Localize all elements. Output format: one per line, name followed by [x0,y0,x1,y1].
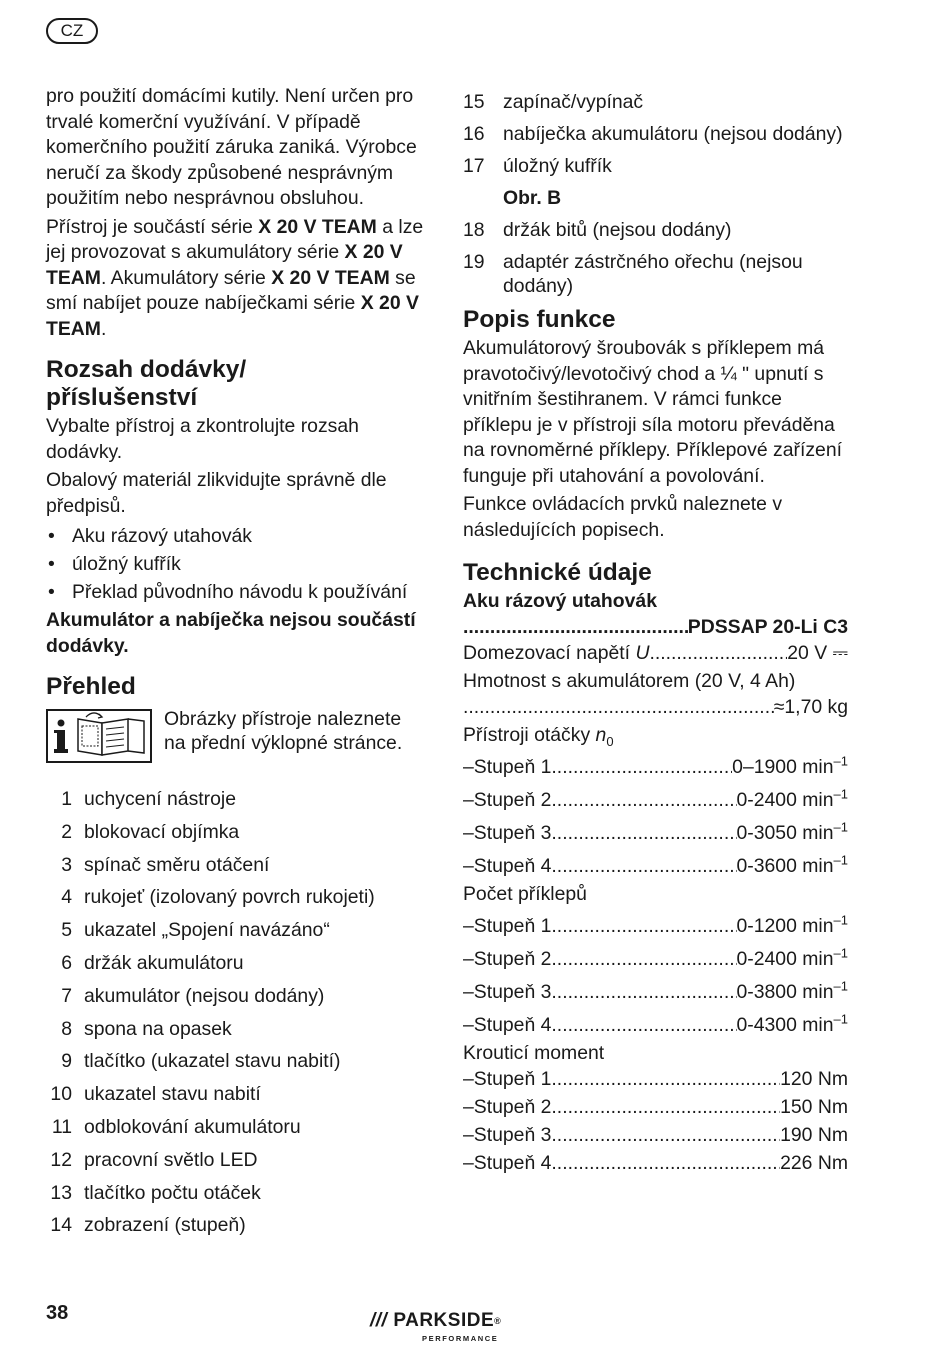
impact-row: –Stupeň 3 ..... 0-3800 $\min^{-1}$ [463,979,848,1005]
parts-list-figure-b [463,218,848,298]
overview-heading: Přehled [46,673,136,700]
list-item: 11 odblokování akumulátoru [51,1115,301,1138]
list-item: 6 držák akumulátoru [61,951,244,974]
left-column [46,84,428,1246]
impacts-label: Počet příklepů [463,883,587,905]
list-item: 14 zobrazení (stupeň) [50,1214,246,1237]
list-item: 10 ukazatel stavu nabití [50,1083,261,1106]
impact-row: –Stupeň 2 ..... 0-2400 $\min^{-1}$ [463,946,848,972]
list-item: • Aku rázový utahovák [48,525,252,547]
function-paragraph-2: Funkce ovládacích prvků naleznete v následujících popisech. [463,493,783,541]
list-item: 19 adaptér zástrčného ořechu (nejsou dodány) [463,251,803,297]
voltage-row: Domezovací napětí U ..... 20 V ⎓ [463,640,848,666]
list-item: 3 spínač směru otáčení [61,853,270,876]
speed-row: –Stupeň 4 ..... 0-3600 $\min^{-1}$ [463,853,848,879]
delivery-paragraph-2: Obalový materiál zlikvidujte správně dle předpisů. [46,469,387,517]
parts-list-right [463,90,848,178]
overview-info-text: Obrázky přístroje naleznete na přední výklopné stránce. [164,708,403,754]
list-item: 5 ukazatel „Spojení navázáno“ [61,919,330,942]
intro-paragraph: pro použití domácími kutily. Není určen pro trvalé komerční využívání. V případě komerčního použití záruka zaniká. Výrobce neručí za škody způsobené nesprávným použitím nebo nesprávnou obsluhou. [46,85,417,209]
torque-row: –Stupeň 1 ..... 120 Nm [463,1066,848,1092]
weight-row: ..... ≈1,70 kg [463,694,848,720]
list-item: 17 úložný kufřík [463,155,612,177]
impact-row: –Stupeň 1 ..... 0-1200 $\min^{-1}$ [463,913,848,939]
list-item: 4 rukojeť (izolovaný povrch rukojeti) [61,886,375,909]
function-heading: Popis funkce [463,306,616,333]
list-item: 15 zapínač/vypínač [463,91,644,113]
torque-label: Krouticí moment [463,1042,605,1064]
torque-row: –Stupeň 4 ..... 226 Nm [463,1150,848,1176]
parkside-logo: /// PARKSIDE ® PERFORMANCE [370,1310,502,1343]
list-item: 18 držák bitů (nejsou dodány) [463,219,732,241]
model-row: ..... PDSSAP 20-Li C3 [463,614,848,640]
list-item: 2 blokovací objímka [61,820,240,843]
speed-row: –Stupeň 2 ..... 0-2400 $\min^{-1}$ [463,787,848,813]
speed-label: Přístroji otáčky $n_0$ [463,724,614,749]
list-item: 13 tlačítko počtu otáček [50,1181,261,1204]
logo-subtitle: PERFORMANCE [422,1334,499,1343]
list-item: 9 tlačítko (ukazatel stavu nabití) [61,1050,341,1073]
page-number: 38 [46,1302,69,1324]
delivery-heading: Rozsah dodávky/ příslušenství [46,356,247,411]
speed-row: –Stupeň 1 ..... 0–1900 $\min^{-1}$ [463,754,848,780]
list-item: • Překlad původního návodu k používání [48,581,408,603]
torque-row: –Stupeň 2 ..... 150 Nm [463,1094,848,1120]
series-paragraph: Přístroj je součástí série X 20 V TEAM a lze jej provozovat s akumulátory série X 20 V TEAM. Akumulátory série X 20 V TEAM se smí nabíjet pouze nabíječkami série X 20 V TEAM. [46,215,424,340]
speed-row: –Stupeň 3 ..... 0-3050 $\min^{-1}$ [463,820,848,846]
list-item: 8 spona na opasek [61,1017,232,1040]
product-name: Aku rázový utahovák [463,590,657,612]
right-column [463,90,848,1178]
figure-b-label: Obr. B [503,187,562,209]
list-item: 1 uchycení nástroje [61,788,236,810]
delivery-list [46,522,428,606]
logo-brand: PARKSIDE [393,1310,495,1331]
list-item: • úložný kufřík [48,553,181,575]
delivery-paragraph-1: Vybalte přístroj a zkontrolujte rozsah dodávky. [46,415,359,463]
info-book-icon [46,709,152,763]
overview-info [46,707,428,771]
list-item: 7 akumulátor (nejsou dodány) [61,984,325,1007]
delivery-note: Akumulátor a nabíječka nejsou součástí dodávky. [46,609,416,657]
torque-row: –Stupeň 3 ..... 190 Nm [463,1122,848,1148]
list-item: 16 nabíječka akumulátoru (nejsou dodány) [463,123,843,145]
function-paragraph-1: Akumulátorový šroubovák s příklepem má pravotočivý/levotočivý chod a ¼ ʺ upnutí s vnitřním šestihranem. V rámci funkce příklepu je v přístroji síla motoru převáděna na rovnoměrné příklepy. Příklepové zařízení funguje při utahování a povolování. [463,337,843,487]
tech-heading: Technické údaje [463,559,652,586]
language-badge: CZ [46,18,98,44]
weight-label: Hmotnost s akumulátorem (20 V, 4 Ah) [463,670,796,692]
impact-row: –Stupeň 4 ..... 0-4300 $\min^{-1}$ [463,1012,848,1038]
list-item: 12 pracovní světlo LED [50,1148,258,1171]
parts-list-left [46,787,428,1237]
logo-slashes: /// [370,1310,388,1331]
